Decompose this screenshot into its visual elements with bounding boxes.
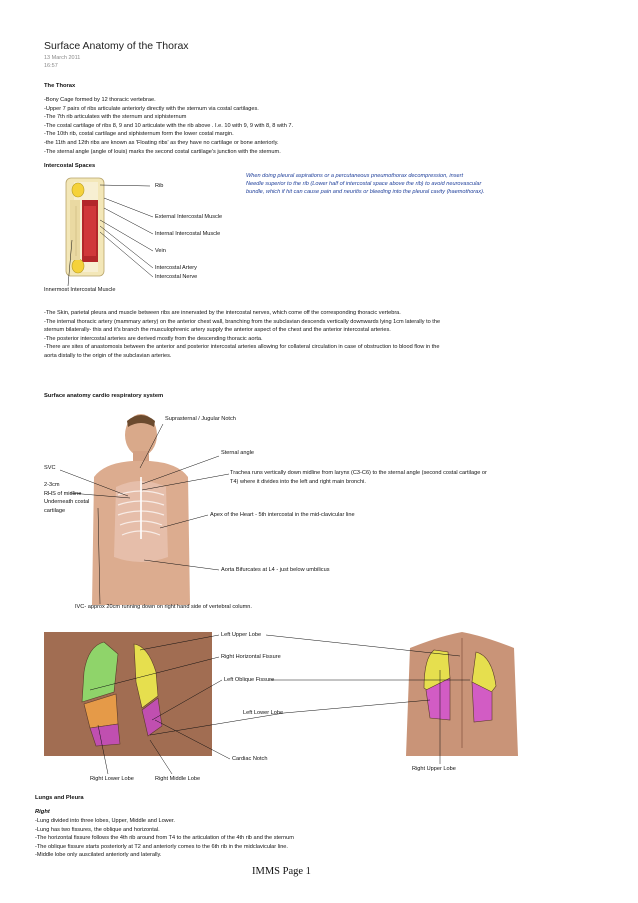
page-date: 13 March 2011 — [44, 55, 81, 61]
clinical-note-line: Needle superior to the rib (Lower half of intercostal space above the rib) to avoid neurovascular — [246, 181, 482, 188]
svc-detail-line: Underneath costal — [44, 499, 90, 506]
pleura-line: -Lung has two fissures, the oblique and horizontal. — [35, 826, 160, 833]
label-ivc: IVC- approx 20cm running down on right hand side of vertebral column. — [75, 604, 252, 610]
label-innermost-intercostal: Innermost Intercostal Muscle — [44, 287, 116, 293]
intercostal-line: -The internal thoracic artery (mammary artery) on the anterior chest wall, branching from the subclavian descends vertically downwards lying 1cm laterally to the — [44, 318, 441, 325]
svc-detail-line: cartilage — [44, 507, 66, 514]
intercostal-line: -The posterior intercostal arteries are derived mostly from the descending thoracic aorta. — [44, 335, 263, 342]
clinical-note-line: When doing pleural aspirations or a percutaneous pneumothorax decompression, insert — [246, 173, 464, 179]
leader-line — [100, 220, 153, 251]
label-suprasternal-notch: Suprasternal / Jugular Notch — [165, 416, 236, 422]
page-title: Surface Anatomy of the Thorax — [44, 40, 189, 52]
svc-detail-line: RHS of midline — [44, 490, 82, 497]
thorax-line: -The 10th rib, costal cartilage and xiphisternum form the lower costal margin. — [44, 131, 234, 138]
leader-line — [152, 680, 222, 720]
page-time: 16:57 — [44, 63, 58, 69]
leader-line — [150, 740, 172, 774]
leader-line — [155, 720, 230, 759]
intercostal-heading: Intercostal Spaces — [44, 163, 96, 169]
leader-line — [98, 725, 108, 774]
thorax-line: -The 7th rib articulates with the sternum and xiphisternum — [44, 114, 187, 121]
thorax-line: -Bony Cage formed by 12 thoracic vertebrae. — [44, 97, 156, 103]
label-left-upper-lobe: Left Upper Lobe — [221, 632, 262, 638]
pleura-heading: Lungs and Pleura — [35, 795, 84, 801]
thorax-line: -The sternal angle (angle of louis) marks the second costal cartilage's junction with the sternum. — [44, 148, 281, 155]
clinical-note-line: bundle, which if hit can cause pain and neuritis or bleeding into the pleural cavity (haemothorax). — [246, 189, 485, 196]
leader-line — [140, 635, 219, 650]
label-right-upper-lobe: Right Upper Lobe — [412, 766, 456, 772]
leader-line — [142, 474, 229, 490]
label-cardiac-notch: Cardiac Notch — [232, 756, 268, 762]
pleura-line: -Lung divided into three lobes, Upper, Middle and Lower. — [35, 818, 175, 824]
pleura-line: -The horizontal fissure follows the 4th rib around from T4 to the articulation of the 4th rib and the sternum — [35, 835, 294, 842]
leader-line — [142, 456, 219, 484]
intercostal-line: aorta distally to the origin of the subclavian arteries. — [44, 352, 172, 359]
label-internal-intercostal: Internal Intercostal Muscle — [155, 231, 221, 237]
leader-line — [100, 185, 150, 186]
label-sternal-angle: Sternal angle — [221, 450, 254, 456]
svc-detail-line: 2-3cm — [44, 482, 60, 488]
thorax-line: -the 11th and 12th ribs are known as 'Floating ribs' as they have no cartilage or bone anteriorly. — [44, 139, 279, 146]
leader-line — [100, 232, 153, 277]
leader-line — [98, 508, 100, 604]
label-svc: SVC — [44, 465, 56, 471]
pleura-line: -The oblique fissure starts posteriorly at T2 and anteriorly comes to the 6th rib in the midclavicular line. — [35, 843, 288, 850]
leader-line — [266, 635, 460, 656]
label-right-middle-lobe: Right Middle Lobe — [155, 776, 201, 782]
leader-line — [160, 515, 208, 528]
label-vein: Vein — [155, 248, 166, 254]
leader-line — [70, 493, 130, 498]
intercostal-line: -The Skin, parietal pleura and muscle between ribs are innervated by the intercostal nerves, which come off the corresponding thoracic vertebra. — [44, 310, 401, 316]
leader-line — [104, 208, 153, 234]
label-aorta-bifurcation: Aorta Bifurcates at L4 - just below umbilicus — [221, 567, 330, 573]
leader-line — [104, 198, 153, 217]
label-apex-heart: Apex of the Heart - 5th intercostal in the mid-clavicular line — [210, 512, 355, 518]
pleura-subheading: Right — [35, 809, 50, 815]
label-intercostal-artery: Intercostal Artery — [155, 265, 197, 271]
trachea-line: Trachea runs vertically down midline from larynx (C3-C6) to the sternal angle (second costal cartilage or — [230, 470, 487, 476]
label-intercostal-nerve: Intercostal Nerve — [155, 274, 198, 280]
leader-line — [284, 700, 430, 713]
intercostal-line: sternum bilaterally- this and it's branch the musculophrenic artery supply the anterior aspect of the chest and the anterior intercostal arteries. — [44, 327, 391, 334]
pleura-text — [35, 817, 294, 860]
label-right-lower-lobe: Right Lower Lobe — [90, 776, 134, 782]
page-footer: IMMS Page 1 — [252, 866, 311, 877]
thorax-line: -The costal cartilage of ribs 8, 9 and 10 articulate with the rib above . I.e. 10 with 9, 9 with 8, 8 with 7. — [44, 122, 294, 129]
leader-line — [90, 657, 219, 690]
leader-line — [140, 424, 163, 468]
cardio-heading: Surface anatomy cardio respiratory system — [44, 393, 164, 399]
leader-line — [100, 226, 153, 268]
thorax-heading: The Thorax — [44, 83, 76, 89]
label-left-lower-lobe: Left Lower Lobe — [243, 710, 284, 716]
intercostal-line: -There are sites of anastomosis between the anterior and posterior intercostal arteries allowing for collateral circulation in case of obstruction to blood flow in the — [44, 344, 440, 351]
label-external-intercostal: External Intercostal Muscle — [155, 214, 223, 220]
thorax-line: -Upper 7 pairs of ribs articulate anteriorly directly with the sternum via costal cartilages. — [44, 105, 259, 112]
label-right-horizontal-fissure: Right Horizontal Fissure — [221, 654, 281, 660]
pleura-line: -Middle lobe only auscilated anteriorly and laterally. — [35, 852, 162, 859]
leader-line — [60, 470, 128, 496]
leader-line — [68, 240, 72, 286]
label-left-oblique-fissure: Left Oblique Fissure — [224, 677, 275, 683]
leader-line — [144, 560, 219, 570]
label-rib: Rib — [155, 183, 164, 189]
trachea-line: T4) where it divides into the left and right main bronchi. — [230, 478, 366, 485]
leader-line — [150, 713, 284, 735]
